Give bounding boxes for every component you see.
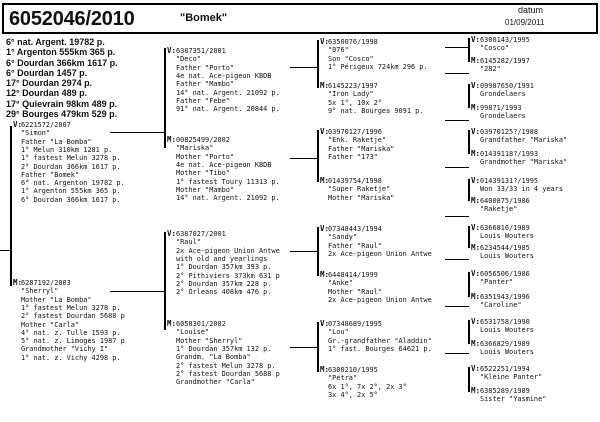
connector-line [317, 130, 319, 182]
pedigree-line: 2° fastest Dourdan 5688 p [21, 312, 125, 321]
parent-marker: V: [471, 81, 481, 90]
parent-marker: M: [13, 278, 23, 287]
pedigree-line: Grondelaers [480, 90, 526, 99]
ring-number: 6522251/1994 [480, 365, 530, 373]
connector-line [10, 126, 12, 286]
connector-line [445, 167, 469, 168]
ring-number: 00825499/2002 [176, 136, 230, 144]
connector-line [0, 250, 11, 251]
pedigree-line: 9° nat. Bourges 9091 p. [328, 106, 424, 115]
pedigree-line: "Kleine Panter" [480, 373, 543, 382]
pedigree-line: Gr.-grandfather "Aladdin" [328, 336, 432, 345]
ring-number: 03970127/1996 [328, 128, 382, 136]
parent-marker: V: [471, 176, 481, 185]
connector-line [164, 232, 166, 330]
pedigree-line: Father "Raul" [328, 241, 382, 250]
connector-line [468, 226, 470, 248]
parent-marker: M: [167, 135, 177, 144]
pedigree-line: 3x 4°, 2x 5° [328, 390, 378, 399]
parent-marker: V: [320, 224, 330, 233]
pedigree-line: "Simon" [21, 129, 51, 138]
pedigree-line: Mother "Mambo" [176, 185, 235, 194]
pedigree-line: Grandm. "La Bomba" [176, 353, 251, 362]
date-value: 01/09/2011 [505, 18, 545, 27]
parent-marker: M: [320, 365, 330, 374]
parent-marker: M: [471, 386, 481, 395]
pedigree-line: 2° Dourdan 357km 228 p. [176, 279, 272, 288]
pedigree-line: 1° Périgeux 724km 296 p. [328, 62, 428, 71]
pedigree-line: Mother "Sherryl" [176, 336, 243, 345]
pedigree-line: Louis Wouters [480, 232, 534, 241]
pedigree-line: "Panter" [480, 278, 514, 287]
parent-marker: V: [320, 37, 330, 46]
ring-number: 01439131?/1995 [480, 177, 539, 185]
pedigree-line: "076" [328, 46, 349, 55]
pedigree-line: 91° nat. Argent. 20844 p. [176, 105, 280, 114]
pedigree-line: Louis Wouters [480, 348, 534, 357]
connector-line [290, 347, 318, 348]
ring-number: 01439754/1998 [328, 177, 382, 185]
result-line: 6° Dourdan 1457 p. [6, 67, 88, 78]
ring-number: 09987650/1991 [480, 82, 534, 90]
parent-marker: M: [320, 81, 330, 90]
pedigree-line: Mother "Tibo" [176, 169, 230, 178]
pedigree-line: "282" [480, 65, 501, 74]
connector-line [468, 367, 470, 392]
pedigree-line: 6° nat. Argenton 19782 p. [21, 179, 125, 188]
connector-line [445, 259, 469, 260]
parent-marker: M: [471, 103, 481, 112]
pedigree-line: 1° Argenton 555km 365 p. [21, 187, 121, 196]
pedigree-line: 2° fastest Dourdan 5688 p [176, 369, 280, 378]
pedigree-line: 5° nat. z. Limoges 1987 p [21, 337, 125, 346]
connector-line [468, 38, 470, 62]
connector-line [290, 67, 318, 68]
pedigree-line: "Cosco" [480, 44, 510, 53]
ring-number: 6221572/2007 [21, 121, 71, 129]
result-line: 6° nat. Argent. 19782 p. [6, 37, 105, 47]
pedigree-line: 1° fast. Bourges 64621 p. [328, 344, 432, 353]
connector-line [468, 130, 470, 154]
pedigree-line: 1° fastest Toury 11313 p. [176, 177, 280, 186]
pedigree-line: "Sherryl" [21, 287, 59, 296]
result-line: 1° Argenton 555km 365 p. [6, 47, 116, 58]
parent-marker: M: [471, 56, 481, 65]
connector-line [110, 132, 165, 133]
ring-number: 6385289/1989 [480, 387, 530, 395]
pedigree-line: "Iron Lady" [328, 90, 374, 99]
parent-marker: V: [167, 229, 177, 238]
pedigree-line: 2° Orleans 408km 476 p. [176, 288, 272, 297]
ring-number: 6145223/1997 [328, 82, 378, 90]
ring-number: 6400875/1986 [480, 197, 530, 205]
parent-marker: V: [471, 364, 481, 373]
pedigree-line: 2x Ace-pigeon Union Antwe [176, 246, 280, 255]
pedigree-line: 2° fastest Melun 3278 p. [176, 361, 276, 370]
parent-marker: M: [471, 292, 481, 301]
pedigree-line: 6° Dourdan 366km 1617 p. [21, 195, 121, 204]
pedigree-line: "Louise" [176, 328, 210, 337]
pedigree-line: "Petra" [328, 374, 358, 383]
pedigree-line: with old and yearlings [176, 254, 268, 263]
result-line: 17° Dourdan 2974 p. [6, 78, 93, 89]
connector-line [290, 158, 318, 159]
connector-line [468, 320, 470, 344]
pedigree-line: Mother "La Bomba" [21, 295, 92, 304]
connector-line [445, 216, 469, 217]
result-line: 17° Quievrain 98km 489 p. [6, 98, 118, 109]
connector-line [468, 179, 470, 201]
parent-marker: V: [13, 120, 23, 129]
ring-number: 6366829/1989 [480, 340, 530, 348]
pedigree-line: Father "Febe" [176, 96, 230, 105]
pedigree-line: 1° fastest Melun 3278 p. [21, 154, 121, 163]
pedigree-line: 4e nat. Ace-pigeon KBDB [176, 71, 272, 80]
pedigree-line: Louis Wouters [480, 326, 534, 335]
ring-number: 07348443/1994 [328, 225, 382, 233]
pedigree-line: 1° nat. z. Vichy 4298 p. [21, 353, 121, 362]
pedigree-line: "Super Raketje" [328, 185, 391, 194]
date-label: datum [518, 5, 544, 15]
parent-marker: M: [167, 319, 177, 328]
pedigree-line: "Enk. Raketje" [328, 136, 387, 145]
pedigree-line: "Lou" [328, 328, 349, 337]
pedigree-line: Father "Mariska" [328, 144, 395, 153]
pedigree-line: 2x Ace-pigeon Union Antwe [328, 249, 432, 258]
pedigree-line: Father "173" [328, 152, 378, 161]
ring-number: 6448414/1999 [328, 271, 378, 279]
pedigree-line: Won 33/33 in 4 years [480, 185, 563, 194]
ring-number: 01439118?/1993 [480, 150, 539, 158]
pedigree-line: 5x 1°, 10x 2° [328, 98, 382, 107]
pedigree-line: "Raul" [176, 238, 201, 247]
connector-line [445, 306, 469, 307]
ring-number: 6350076/1998 [328, 38, 378, 46]
connector-line [445, 47, 469, 48]
parent-marker: V: [471, 269, 481, 278]
ring-number: 6531758/1990 [480, 318, 530, 326]
pedigree-line: Father "La Bomba" [21, 137, 92, 146]
parent-marker: V: [471, 223, 481, 232]
connector-line [317, 40, 319, 88]
pedigree-line: Mother "Carla" [21, 320, 80, 329]
pedigree-line: 1° Dourdan 357km 132 p. [176, 344, 272, 353]
ring-number: 6300210/1995 [328, 366, 378, 374]
ring-number: 6287192/2003 [21, 279, 71, 287]
connector-line [445, 353, 469, 354]
pedigree-line: 2x Ace-pigeon Union Antwe [328, 295, 432, 304]
pedigree-line: Mother "Raul" [328, 287, 382, 296]
pedigree-line: Sister "Yasmine" [480, 395, 547, 404]
ring-number: 03970125?/1988 [480, 128, 539, 136]
pedigree-line: Father "Mambo" [176, 80, 235, 89]
connector-line [445, 120, 469, 121]
ring-number: 07348689/1995 [328, 320, 382, 328]
pedigree-line: Grondelaers [480, 112, 526, 121]
ring-number: 6234544/1985 [480, 244, 530, 252]
result-line: 6° Dourdan 366km 1617 p. [6, 57, 118, 68]
ring-number: 6300143/1995 [480, 36, 530, 44]
ring-number: 6056506/1986 [480, 270, 530, 278]
pigeon-name: "Bomek" [180, 12, 228, 24]
connector-line [468, 84, 470, 108]
pedigree-line: 14° nat. Argent. 21092 p. [176, 194, 280, 203]
pedigree-line: 1° Melun 310km 1281 p. [21, 145, 113, 154]
pedigree-line: Mother "Mariska" [328, 193, 395, 202]
pedigree-line: 4° nat. z. Tulle 1593 p. [21, 328, 121, 337]
connector-line [468, 272, 470, 297]
pedigree-line: Louis Wouters [480, 252, 534, 261]
parent-marker: M: [320, 270, 330, 279]
pedigree-line: "Mariska" [176, 144, 214, 153]
ring-number: 6145282/1997 [480, 57, 530, 65]
pedigree-line: "Raketje" [480, 205, 518, 214]
pedigree-line: 6x 1°, 7x 2°, 2x 3° [328, 382, 407, 391]
pedigree-line: 2° Dourdan 366km 1617 p. [21, 162, 121, 171]
pedigree-line: 1° Dourdan 357km 393 p. [176, 263, 272, 272]
parent-marker: M: [471, 196, 481, 205]
pedigree-line: Grandmother "Vichy I" [21, 345, 109, 354]
pedigree-line: "Caroline" [480, 301, 522, 310]
parent-marker: V: [471, 35, 481, 44]
pedigree-line: Grandfather "Mariska" [480, 136, 568, 145]
ring-number: 6387351/2001 [176, 47, 226, 55]
pedigree-line: Father "Bomek" [21, 170, 80, 179]
ring-number: 6058301/2002 [176, 320, 226, 328]
result-line: 12° Dourdan 489 p. [6, 88, 88, 99]
ring-number: 6351943/1996 [480, 293, 530, 301]
parent-marker: M: [471, 149, 481, 158]
pedigree-line: 4e nat. Ace-pigeon KBDB [176, 160, 272, 169]
pedigree-line: 1° fastest Melun 3278 p. [21, 303, 121, 312]
connector-line [110, 291, 165, 292]
pedigree-line: Father "Porto" [176, 63, 235, 72]
pedigree-line: Grandmother "Carla" [176, 378, 255, 387]
pedigree-line: "Deco" [176, 55, 201, 64]
connector-line [290, 251, 318, 252]
parent-marker: M: [320, 176, 330, 185]
pedigree-line: Grandmother "Mariska" [480, 158, 568, 167]
pedigree-line: Son "Cosco" [328, 54, 374, 63]
ring-number: 99871/1993 [480, 104, 522, 112]
parent-marker: V: [320, 127, 330, 136]
connector-line [164, 48, 166, 148]
pedigree-line: "Sandy" [328, 233, 358, 242]
ring-number: 6366816/1989 [480, 224, 530, 232]
parent-marker: V: [471, 127, 481, 136]
parent-marker: M: [471, 243, 481, 252]
parent-marker: V: [471, 317, 481, 326]
ring-number: 6052046/2010 [9, 8, 135, 30]
pedigree-line: 14° nat. Argent. 21092 p. [176, 88, 280, 97]
pedigree-line: 2° Pithiviers 373km 631 p [176, 271, 280, 280]
parent-marker: M: [471, 339, 481, 348]
result-line: 29° Bourges 479km 529 p. [6, 109, 118, 120]
pedigree-line: "Anke" [328, 279, 353, 288]
pedigree-line: Mother "Porto" [176, 152, 235, 161]
parent-marker: V: [167, 46, 177, 55]
parent-marker: V: [320, 319, 330, 328]
ring-number: 6387027/2001 [176, 230, 226, 238]
connector-line [445, 73, 469, 74]
